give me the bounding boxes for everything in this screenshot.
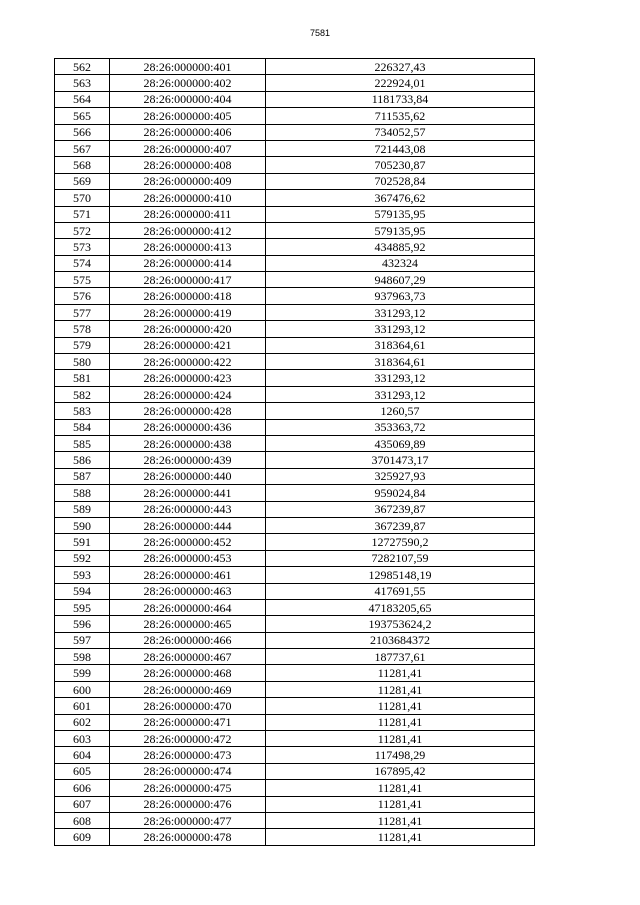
row-number-cell: 567 xyxy=(55,140,110,156)
row-number-cell: 583 xyxy=(55,403,110,419)
row-number-cell: 562 xyxy=(55,59,110,75)
table-row xyxy=(55,91,535,107)
row-number-cell: 565 xyxy=(55,108,110,124)
cadastral-number-cell: 28:26:000000:413 xyxy=(110,239,266,255)
cadastral-number-cell: 28:26:000000:424 xyxy=(110,386,266,402)
table-row xyxy=(55,124,535,140)
row-number-cell: 563 xyxy=(55,75,110,91)
cadastral-number-cell: 28:26:000000:472 xyxy=(110,731,266,747)
value-cell: 734052,57 xyxy=(266,124,535,140)
cadastral-number-cell: 28:26:000000:411 xyxy=(110,206,266,222)
value-cell: 47183205,65 xyxy=(266,599,535,615)
row-number-cell: 577 xyxy=(55,304,110,320)
table-row xyxy=(55,140,535,156)
row-number-cell: 580 xyxy=(55,354,110,370)
cadastral-number-cell: 28:26:000000:439 xyxy=(110,452,266,468)
cadastral-number-cell: 28:26:000000:401 xyxy=(110,59,266,75)
value-cell: 353363,72 xyxy=(266,419,535,435)
cadastral-number-cell: 28:26:000000:440 xyxy=(110,468,266,484)
table-row xyxy=(55,698,535,714)
table-row xyxy=(55,567,535,583)
value-cell: 11281,41 xyxy=(266,780,535,796)
table-row xyxy=(55,681,535,697)
cadastral-number-cell: 28:26:000000:409 xyxy=(110,173,266,189)
table-row xyxy=(55,435,535,451)
cadastral-number-cell: 28:26:000000:453 xyxy=(110,550,266,566)
table-row xyxy=(55,747,535,763)
value-cell: 11281,41 xyxy=(266,681,535,697)
cadastral-number-cell: 28:26:000000:464 xyxy=(110,599,266,615)
row-number-cell: 598 xyxy=(55,649,110,665)
cadastral-number-cell: 28:26:000000:475 xyxy=(110,780,266,796)
cadastral-number-cell: 28:26:000000:422 xyxy=(110,354,266,370)
row-number-cell: 609 xyxy=(55,829,110,845)
cadastral-number-cell: 28:26:000000:407 xyxy=(110,140,266,156)
cadastral-number-cell: 28:26:000000:478 xyxy=(110,829,266,845)
value-cell: 579135,95 xyxy=(266,222,535,238)
row-number-cell: 574 xyxy=(55,255,110,271)
value-cell: 702528,84 xyxy=(266,173,535,189)
value-cell: 367239,87 xyxy=(266,517,535,533)
cadastral-number-cell: 28:26:000000:414 xyxy=(110,255,266,271)
value-cell: 187737,61 xyxy=(266,649,535,665)
table-row xyxy=(55,763,535,779)
cadastral-number-cell: 28:26:000000:423 xyxy=(110,370,266,386)
row-number-cell: 599 xyxy=(55,665,110,681)
cadastral-number-cell: 28:26:000000:477 xyxy=(110,812,266,828)
cadastral-number-cell: 28:26:000000:402 xyxy=(110,75,266,91)
row-number-cell: 570 xyxy=(55,190,110,206)
table-row xyxy=(55,468,535,484)
value-cell: 325927,93 xyxy=(266,468,535,484)
cadastral-number-cell: 28:26:000000:468 xyxy=(110,665,266,681)
row-number-cell: 590 xyxy=(55,517,110,533)
cadastral-number-cell: 28:26:000000:443 xyxy=(110,501,266,517)
cadastral-number-cell: 28:26:000000:470 xyxy=(110,698,266,714)
row-number-cell: 606 xyxy=(55,780,110,796)
row-number-cell: 597 xyxy=(55,632,110,648)
row-number-cell: 564 xyxy=(55,91,110,107)
cadastral-number-cell: 28:26:000000:438 xyxy=(110,435,266,451)
row-number-cell: 581 xyxy=(55,370,110,386)
value-cell: 11281,41 xyxy=(266,665,535,681)
table-body xyxy=(55,59,535,846)
cadastral-number-cell: 28:26:000000:419 xyxy=(110,304,266,320)
value-cell: 1260,57 xyxy=(266,403,535,419)
value-cell: 579135,95 xyxy=(266,206,535,222)
value-cell: 1181733,84 xyxy=(266,91,535,107)
table-row xyxy=(55,665,535,681)
table-row xyxy=(55,222,535,238)
table-row xyxy=(55,419,535,435)
cadastral-number-cell: 28:26:000000:404 xyxy=(110,91,266,107)
table-row xyxy=(55,829,535,845)
row-number-cell: 595 xyxy=(55,599,110,615)
table-row xyxy=(55,599,535,615)
table-row xyxy=(55,632,535,648)
cadastral-number-cell: 28:26:000000:463 xyxy=(110,583,266,599)
value-cell: 222924,01 xyxy=(266,75,535,91)
table-row xyxy=(55,550,535,566)
cadastral-number-cell: 28:26:000000:476 xyxy=(110,796,266,812)
row-number-cell: 584 xyxy=(55,419,110,435)
cadastral-number-cell: 28:26:000000:421 xyxy=(110,337,266,353)
row-number-cell: 589 xyxy=(55,501,110,517)
row-number-cell: 601 xyxy=(55,698,110,714)
table-row xyxy=(55,157,535,173)
row-number-cell: 592 xyxy=(55,550,110,566)
value-cell: 721443,08 xyxy=(266,140,535,156)
table-row xyxy=(55,731,535,747)
row-number-cell: 586 xyxy=(55,452,110,468)
value-cell: 11281,41 xyxy=(266,714,535,730)
table-row xyxy=(55,501,535,517)
cadastral-number-cell: 28:26:000000:406 xyxy=(110,124,266,140)
value-cell: 12985148,19 xyxy=(266,567,535,583)
cadastral-number-cell: 28:26:000000:469 xyxy=(110,681,266,697)
cadastral-number-cell: 28:26:000000:408 xyxy=(110,157,266,173)
value-cell: 434885,92 xyxy=(266,239,535,255)
value-cell: 705230,87 xyxy=(266,157,535,173)
value-cell: 331293,12 xyxy=(266,386,535,402)
table-row xyxy=(55,337,535,353)
cadastral-value-table xyxy=(54,58,535,846)
table-row xyxy=(55,649,535,665)
value-cell: 937963,73 xyxy=(266,288,535,304)
cadastral-number-cell: 28:26:000000:405 xyxy=(110,108,266,124)
value-cell: 226327,43 xyxy=(266,59,535,75)
cadastral-number-cell: 28:26:000000:418 xyxy=(110,288,266,304)
table-row xyxy=(55,354,535,370)
table-row xyxy=(55,534,535,550)
cadastral-number-cell: 28:26:000000:417 xyxy=(110,272,266,288)
value-cell: 711535,62 xyxy=(266,108,535,124)
value-cell: 11281,41 xyxy=(266,796,535,812)
cadastral-number-cell: 28:26:000000:410 xyxy=(110,190,266,206)
value-cell: 331293,12 xyxy=(266,304,535,320)
row-number-cell: 593 xyxy=(55,567,110,583)
table-row xyxy=(55,714,535,730)
cadastral-number-cell: 28:26:000000:465 xyxy=(110,616,266,632)
value-cell: 117498,29 xyxy=(266,747,535,763)
row-number-cell: 572 xyxy=(55,222,110,238)
row-number-cell: 585 xyxy=(55,435,110,451)
cadastral-number-cell: 28:26:000000:428 xyxy=(110,403,266,419)
cadastral-number-cell: 28:26:000000:467 xyxy=(110,649,266,665)
table-row xyxy=(55,321,535,337)
row-number-cell: 602 xyxy=(55,714,110,730)
row-number-cell: 600 xyxy=(55,681,110,697)
row-number-cell: 588 xyxy=(55,485,110,501)
row-number-cell: 587 xyxy=(55,468,110,484)
table-row xyxy=(55,370,535,386)
value-cell: 11281,41 xyxy=(266,731,535,747)
cadastral-number-cell: 28:26:000000:473 xyxy=(110,747,266,763)
table-row xyxy=(55,255,535,271)
row-number-cell: 594 xyxy=(55,583,110,599)
row-number-cell: 582 xyxy=(55,386,110,402)
table-row xyxy=(55,812,535,828)
value-cell: 193753624,2 xyxy=(266,616,535,632)
table-row xyxy=(55,386,535,402)
table-row xyxy=(55,616,535,632)
row-number-cell: 579 xyxy=(55,337,110,353)
value-cell: 432324 xyxy=(266,255,535,271)
cadastral-number-cell: 28:26:000000:436 xyxy=(110,419,266,435)
value-cell: 167895,42 xyxy=(266,763,535,779)
value-cell: 331293,12 xyxy=(266,321,535,337)
value-cell: 367476,62 xyxy=(266,190,535,206)
value-cell: 948607,29 xyxy=(266,272,535,288)
value-cell: 959024,84 xyxy=(266,485,535,501)
row-number-cell: 568 xyxy=(55,157,110,173)
value-cell: 435069,89 xyxy=(266,435,535,451)
value-cell: 2103684372 xyxy=(266,632,535,648)
cadastral-number-cell: 28:26:000000:412 xyxy=(110,222,266,238)
table-row xyxy=(55,304,535,320)
table-row xyxy=(55,288,535,304)
row-number-cell: 578 xyxy=(55,321,110,337)
row-number-cell: 566 xyxy=(55,124,110,140)
value-cell: 11281,41 xyxy=(266,829,535,845)
table-row xyxy=(55,517,535,533)
row-number-cell: 603 xyxy=(55,731,110,747)
cadastral-number-cell: 28:26:000000:444 xyxy=(110,517,266,533)
value-cell: 11281,41 xyxy=(266,698,535,714)
value-cell: 12727590,2 xyxy=(266,534,535,550)
cadastral-number-cell: 28:26:000000:452 xyxy=(110,534,266,550)
table-row xyxy=(55,796,535,812)
table-row xyxy=(55,272,535,288)
row-number-cell: 576 xyxy=(55,288,110,304)
table-row xyxy=(55,403,535,419)
cadastral-number-cell: 28:26:000000:420 xyxy=(110,321,266,337)
value-cell: 318364,61 xyxy=(266,337,535,353)
value-cell: 3701473,17 xyxy=(266,452,535,468)
value-cell: 331293,12 xyxy=(266,370,535,386)
table-row xyxy=(55,485,535,501)
cadastral-number-cell: 28:26:000000:441 xyxy=(110,485,266,501)
row-number-cell: 569 xyxy=(55,173,110,189)
row-number-cell: 596 xyxy=(55,616,110,632)
value-cell: 11281,41 xyxy=(266,812,535,828)
table-row xyxy=(55,190,535,206)
table-row xyxy=(55,780,535,796)
row-number-cell: 575 xyxy=(55,272,110,288)
row-number-cell: 604 xyxy=(55,747,110,763)
row-number-cell: 571 xyxy=(55,206,110,222)
table-row xyxy=(55,206,535,222)
page-number: 7581 xyxy=(309,28,331,38)
row-number-cell: 607 xyxy=(55,796,110,812)
cadastral-number-cell: 28:26:000000:474 xyxy=(110,763,266,779)
value-cell: 7282107,59 xyxy=(266,550,535,566)
row-number-cell: 591 xyxy=(55,534,110,550)
row-number-cell: 573 xyxy=(55,239,110,255)
table-row xyxy=(55,108,535,124)
cadastral-number-cell: 28:26:000000:471 xyxy=(110,714,266,730)
cadastral-number-cell: 28:26:000000:461 xyxy=(110,567,266,583)
table-row xyxy=(55,452,535,468)
table-row xyxy=(55,239,535,255)
cadastral-number-cell: 28:26:000000:466 xyxy=(110,632,266,648)
table-row xyxy=(55,173,535,189)
value-cell: 417691,55 xyxy=(266,583,535,599)
row-number-cell: 605 xyxy=(55,763,110,779)
table-row xyxy=(55,75,535,91)
row-number-cell: 608 xyxy=(55,812,110,828)
table-row xyxy=(55,583,535,599)
table-row xyxy=(55,59,535,75)
value-cell: 367239,87 xyxy=(266,501,535,517)
value-cell: 318364,61 xyxy=(266,354,535,370)
